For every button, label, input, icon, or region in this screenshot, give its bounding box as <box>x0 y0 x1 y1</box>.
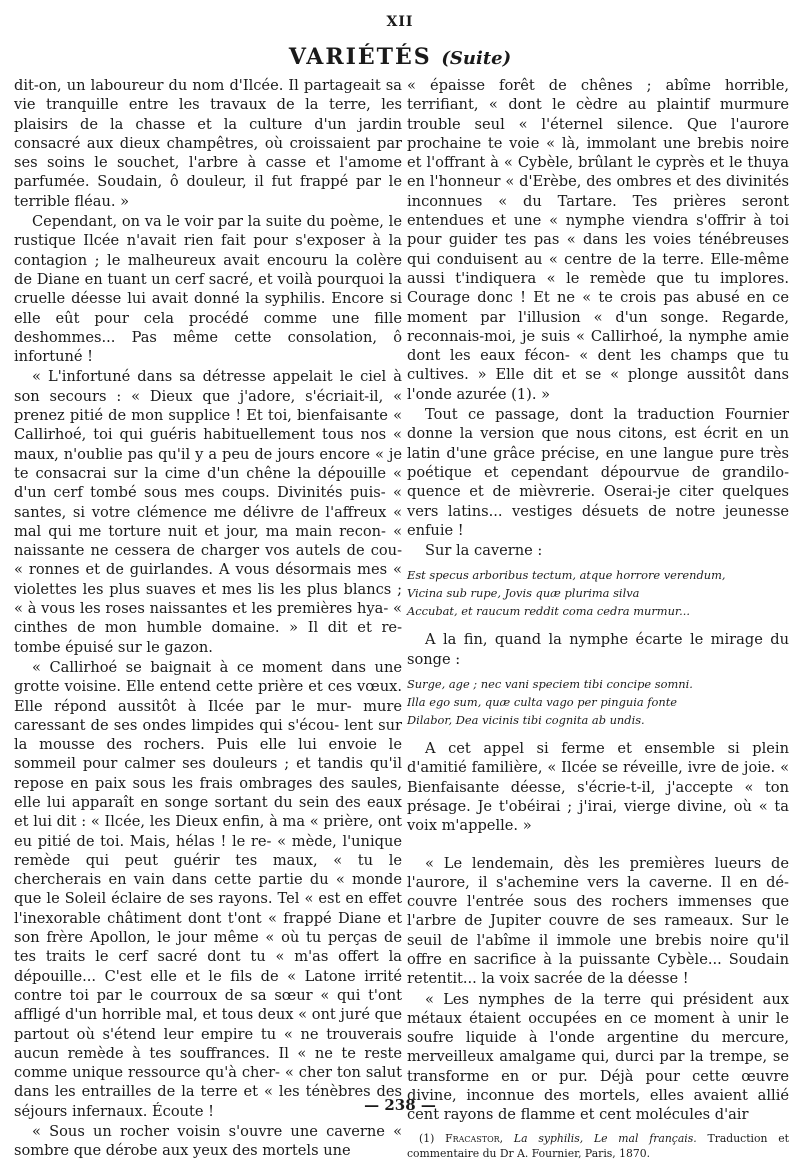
verse-line: Illa ego sum, quæ culta vago per pinguia fonte <box>407 695 678 710</box>
footnote-author: Fracastor, <box>445 1131 504 1145</box>
paragraph: « Sous un rocher voisin s'ouvre une caverne « sombre que dérobe aux yeux des mortels une <box>14 1123 402 1160</box>
paragraph: « Callirhoé se baignait à ce moment dans une grotte voisine. Elle entend cette prière et ces vœux. Elle répond aussitôt à Ilcée par le mur- mure caressant de ses ondes limpides qui s'écou- lent sur la mousse des rochers. Puis elle lui envoie le sommeil pour calmer ses douleurs ; et tandis qu'il repose en paix sous les frais ombrages des saules, elle lui apparaît en songe sortant du sein des eaux et lui dit : « Ilcée, les Dieux enfin, à ma « prière, ont eu pitié de toi. Mais, hélas ! le re- « mède, l'unique remède qui peut guérir tes maux, « tu le chercherais en vain dans cette partie du « monde que le Soleil éclaire de ses rayons. Tel « est en effet l'inexorable châtiment dont t'ont « frappé Diane et son frère Apollon, le jour même « où tu perças de tes traits le cerf sacré dont tu « m'as offert la dépouille... C'est elle et le fils de « Latone irrité contre toi par le courroux de sa sœur « qui t'ont affligé d'un horrible mal, et tous deux « ont juré que partout où s'étend leur empire tu « ne trouverais aucun remède à tes souffrances. Il « ne te reste comme unique ressource qu'à cher- « cher ton salut dans les entrailles de la terre et « les ténèbres des séjours infernaux. Écoute ! <box>14 658 402 1120</box>
latin-verse <box>407 675 789 729</box>
paragraph: Cependant, on va le voir par la suite du poème, le rustique Ilcée n'avait rien fait pour s'exposer à la contagion ; le malheureux avait encouru la colère de Diane en tuant un cerf sacré, et voilà pourquoi la cruelle déesse lui avait donné la syphilis. Encore si elle eût pour cela procédé comme une fille deshommes... Pas même cette consolation, ô infortuné ! <box>14 213 402 366</box>
paragraph: Sur la caverne : <box>425 542 543 560</box>
footnote-number: (1) <box>419 1131 435 1145</box>
verse-line: Est specus arboribus tectum, atque horrore verendum, <box>407 568 726 583</box>
verse-line: Dilabor, Dea vicinis tibi cognita ab undis. <box>407 713 645 728</box>
page-title <box>0 44 800 70</box>
paragraph: A cet appel si ferme et ensemble si plein d'amitié familière, « Ilcée se réveille, ivre de joie. « Bienfaisante déesse, s'écrie-t-il, j'accepte « ton présage. Je t'obéirai ; j'irai, vierge divine, où « ta voix m'appelle. » <box>407 740 789 835</box>
latin-verse <box>407 566 789 620</box>
header-page-number: XII <box>386 14 414 30</box>
paragraph: A la fin, quand la nymphe écarte le mirage du songe : <box>407 631 789 668</box>
verse-line: Vicina sub rupe, Jovis quæ plurima silva <box>407 586 640 601</box>
left-column <box>14 76 402 1161</box>
paragraph: « Le lendemain, dès les premières lueurs de l'aurore, il s'achemine vers la caverne. Il en dé- couvre l'entrée sous des rochers immenses que l'arbre de Jupiter couvre de ses rameaux. Sur le seuil de l'abîme il immole une brebis noire qu'il offre en sacrifice à la puissante Cybèle... Soudain retentit... la voix sacrée de la déesse ! <box>407 854 789 988</box>
title-suffix: (Suite) <box>441 48 512 69</box>
title-text: VARIÉTÉS <box>288 44 432 70</box>
paragraph: dit-on, un laboureur du nom d'Ilcée. Il partageait sa vie tranquille entre les travaux de la terre, les plaisirs de la chasse et la culture d'un jardin consacré aux dieux champêtres, où croissaient par ses soins le souchet, l'arbre à casse et l'amome parfumée. Soudain, ô douleur, il fut frappé par le terrible fléau. » <box>14 77 402 210</box>
paragraph: Tout ce passage, dont la traduction Fournier donne la version que nous citons, est écrit en un latin d'une grâce précise, en une langue pure très poétique et cependant dépourvue de grandilo- quence et de mièvrerie. Oserai-je citer quelques vers latins... vestiges désuets de notre jeunesse enfuie ! <box>407 406 789 539</box>
paragraph: « Les nymphes de la terre qui président aux métaux étaient occupées en ce moment à unir le soufre liquide à l'onde argentine du mercure, merveilleux amalgame qui, durci par la trempe, se transforme en or pur. Déjà pour cette œuvre divine, inconnue des mortels, elles avaient allié cent rayons de flamme et cent molécules d'air <box>407 990 789 1124</box>
footnote-work: La syphilis, Le mal français. <box>513 1131 697 1145</box>
verse-line: Accubat, et raucum reddit coma cedra murmur... <box>407 604 690 619</box>
right-column <box>407 76 789 1161</box>
footer-page-number: — 238 — <box>364 1096 436 1114</box>
paragraph: « L'infortuné dans sa détresse appelait le ciel à son secours : « Dieux que j'adore, s'écriait-il, « prenez pitié de mon supplice ! Et toi, bienfaisante « Callirhoé, toi qui guéris habituellement tous nos « maux, n'oublie pas qu'il y a peu de jours encore « je te consacrai sur la cime d'un chêne la dépouille « d'un cerf tombé sous mes coups. Divinités puis- « santes, si votre clémence me délivre de l'affreux « mal qui me torture nuit et jour, ma main recon- « naissante ne cessera de charger vos autels de cou- « ronnes et de guirlandes. A vous désormais mes « violettes les plus suaves et mes lis les plus blancs ; « à vous les roses naissantes et les premières hya- « cinthes de mon humble domaine. » Il dit et re- tombe épuisé sur le gazon. <box>14 368 402 656</box>
verse-line: Surge, age ; nec vani speciem tibi concipe somni. <box>407 677 693 692</box>
footnote-rest: Traduction et commentaire du Dr A. Fournier, Paris, 1870. <box>407 1131 789 1160</box>
paragraph: « épaisse forêt de chênes ; abîme horrible, terrifiant, « dont le cèdre au plaintif murmure trouble seul « l'éternel silence. Que l'aurore prochaine te voie « là, immolant une brebis noire et l'offrant à « Cybèle, brûlant le cyprès et le thuya en l'honneur « d'Erèbe, des ombres et des divinités inconnues « du Tartare. Tes prières seront entendues et une « nymphe viendra s'offrir à toi pour guider tes pas « dans les voies ténébreuses qui conduisent au « centre de la terre. Elle-même aussi t'indiquera « le remède que tu implores. Courage donc ! Et ne « te crois pas abusé en ce moment par l'illusion « d'un songe. Regarde, reconnais-moi, je suis « Callirhoé, la nymphe amie dont les eaux fécon- « dent les champs que tu cultives. » Elle dit et se « plonge aussitôt dans l'onde azurée (1). » <box>407 77 789 403</box>
